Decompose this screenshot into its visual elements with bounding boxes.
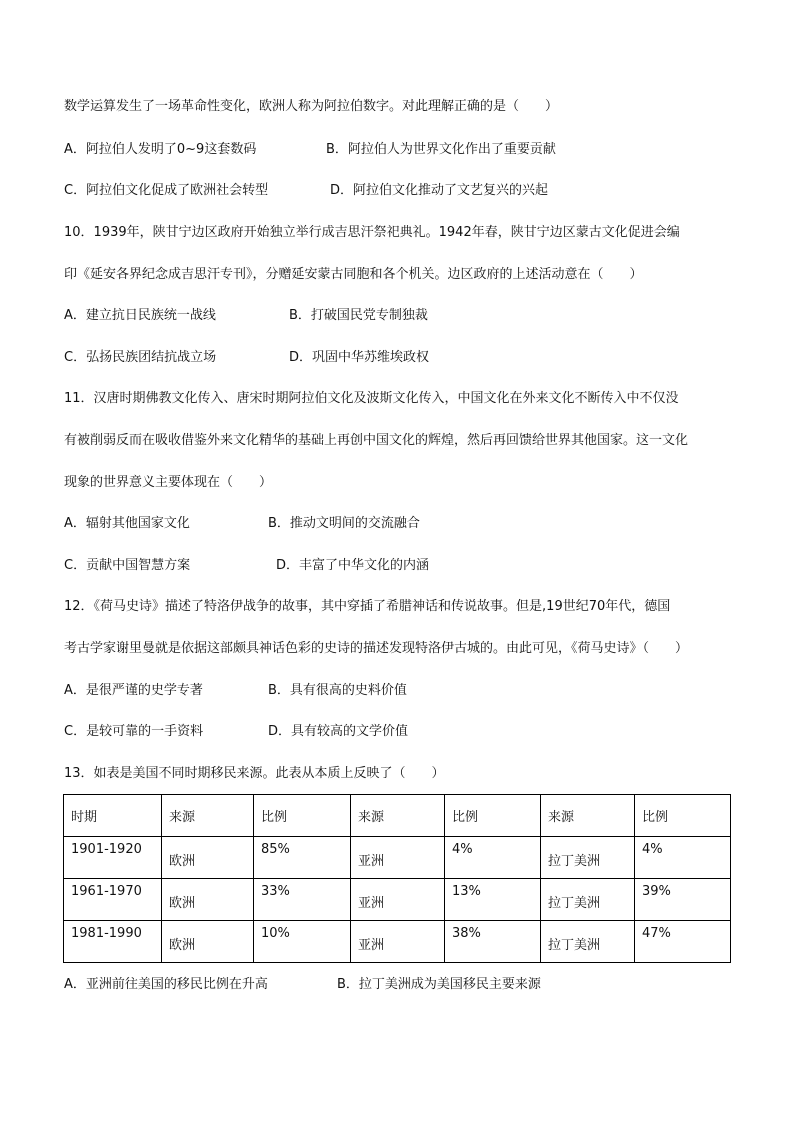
table-cell-source: 欧洲 bbox=[169, 896, 196, 911]
table-header-cell: 时期 bbox=[64, 795, 162, 837]
q11-option-c: C．贡献中国智慧方案 bbox=[64, 558, 191, 573]
table-header-cell: 来源 bbox=[351, 795, 445, 837]
table-row bbox=[64, 837, 731, 879]
table-cell-source: 亚洲 bbox=[358, 854, 385, 869]
q10-option-c: C．弘扬民族团结抗战立场 bbox=[64, 350, 217, 365]
table-row bbox=[64, 879, 731, 921]
q12-stem-line2: 考古学家谢里曼就是依据这部颇具神话色彩的史诗的描述发现特洛伊古城的。由此可见，《荷马史诗》（ ） bbox=[64, 641, 689, 656]
table-cell-ratio: 13% bbox=[452, 884, 481, 899]
table-cell-source: 欧洲 bbox=[169, 938, 196, 953]
q13-option-a: A．亚洲前往美国的移民比例在升高 bbox=[64, 977, 268, 992]
table-header-cell: 比例 bbox=[445, 795, 541, 837]
q11-option-b: B．推动文明间的交流融合 bbox=[268, 516, 420, 531]
table-cell-ratio: 4% bbox=[642, 842, 663, 857]
q12-option-a: A．是很严谨的史学专著 bbox=[64, 683, 203, 698]
q10-option-d: D．巩固中华苏维埃政权 bbox=[289, 350, 430, 365]
table-header-cell: 来源 bbox=[162, 795, 254, 837]
q9-option-c: C．阿拉伯文化促成了欧洲社会转型 bbox=[64, 183, 269, 198]
q11-stem-line1: 11．汉唐时期佛教文化传入、唐宋时期阿拉伯文化及波斯文化传入，中国文化在外来文化不断传入中不仅没 bbox=[64, 391, 679, 406]
table-cell-period: 1961-1970 bbox=[71, 884, 142, 899]
table-cell-ratio: 85% bbox=[261, 842, 290, 857]
table-cell-source: 欧洲 bbox=[169, 854, 196, 869]
q11-option-a: A．辐射其他国家文化 bbox=[64, 516, 190, 531]
table-cell-ratio: 38% bbox=[452, 926, 481, 941]
q13-stem: 13．如表是美国不同时期移民来源。此表从本质上反映了（ ） bbox=[64, 766, 445, 781]
q9-stem-tail: 数学运算发生了一场革命性变化，欧洲人称为阿拉伯数字。对此理解正确的是（ ） bbox=[64, 99, 559, 114]
q9-option-a: A．阿拉伯人发明了0~9这套数码 bbox=[64, 142, 257, 157]
table-header-cell: 比例 bbox=[635, 795, 731, 837]
q12-option-b: B．具有很高的史料价值 bbox=[268, 683, 407, 698]
table-cell-period: 1901-1920 bbox=[71, 842, 142, 857]
q10-stem-line1: 10．1939年，陕甘宁边区政府开始独立举行成吉思汗祭祀典礼。1942年春，陕甘宁边区蒙古文化促进会编 bbox=[64, 225, 680, 240]
table-cell-ratio: 47% bbox=[642, 926, 671, 941]
q10-option-b: B．打破国民党专制独裁 bbox=[289, 308, 428, 323]
q12-stem-line1: 12．《荷马史诗》描述了特洛伊战争的故事，其中穿插了希腊神话和传说故事。但是,19世纪70年代，德国 bbox=[64, 599, 671, 614]
q11-stem-line3: 现象的世界意义主要体现在（ ） bbox=[64, 475, 273, 490]
q13-option-b: B．拉丁美洲成为美国移民主要来源 bbox=[337, 977, 541, 992]
q10-stem-line2: 印《延安各界纪念成吉思汗专刊》，分赠延安蒙古同胞和各个机关。边区政府的上述活动意在（ ） bbox=[64, 267, 643, 282]
table-cell-source: 拉丁美洲 bbox=[548, 896, 601, 911]
table-cell-ratio: 10% bbox=[261, 926, 290, 941]
table-row bbox=[64, 921, 731, 963]
q9-option-b: B．阿拉伯人为世界文化作出了重要贡献 bbox=[326, 142, 556, 157]
table-header-row bbox=[64, 795, 731, 837]
table-cell-source: 拉丁美洲 bbox=[548, 938, 601, 953]
q9-option-d: D．阿拉伯文化推动了文艺复兴的兴起 bbox=[330, 183, 549, 198]
table-cell-ratio: 4% bbox=[452, 842, 473, 857]
q11-option-d: D．丰富了中华文化的内涵 bbox=[276, 558, 430, 573]
q12-option-d: D．具有较高的文学价值 bbox=[268, 724, 409, 739]
q11-stem-line2: 有被削弱反而在吸收借鉴外来文化精华的基础上再创中国文化的辉煌，然后再回馈给世界其他国家。这一文化 bbox=[64, 433, 689, 448]
table-cell-source: 拉丁美洲 bbox=[548, 854, 601, 869]
table-header-cell: 来源 bbox=[541, 795, 635, 837]
table-cell-ratio: 39% bbox=[642, 884, 671, 899]
table-cell-ratio: 33% bbox=[261, 884, 290, 899]
immigration-table bbox=[63, 794, 731, 963]
table-cell-source: 亚洲 bbox=[358, 896, 385, 911]
q10-option-a: A．建立抗日民族统一战线 bbox=[64, 308, 216, 323]
table-cell-source: 亚洲 bbox=[358, 938, 385, 953]
q12-option-c: C．是较可靠的一手资料 bbox=[64, 724, 204, 739]
table-cell-period: 1981-1990 bbox=[71, 926, 142, 941]
table-header-cell: 比例 bbox=[254, 795, 351, 837]
